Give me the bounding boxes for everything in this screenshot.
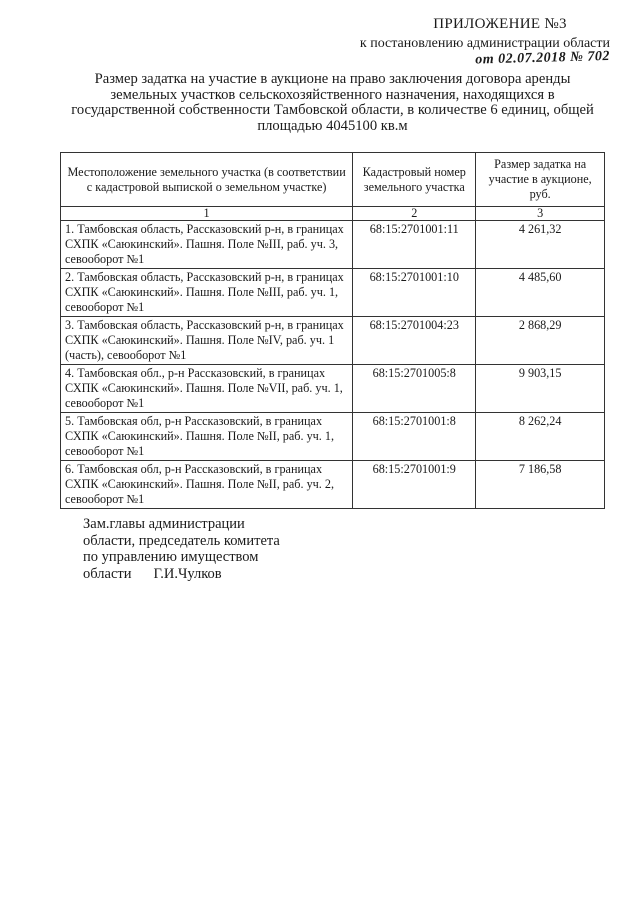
signature-block: [83, 516, 343, 582]
header-location: Местоположение земельного участка (в соответствии с кадастровой выпиской о земельном участке): [61, 153, 353, 207]
table-row: [61, 413, 605, 461]
cadastral-cell: 68:15:2701001:9: [353, 461, 476, 509]
deposit-cell: 4 261,32: [476, 221, 605, 269]
cadastral-cell: 68:15:2701001:10: [353, 269, 476, 317]
signature-position-line: Зам.главы администрации: [83, 516, 245, 532]
column-numbering-row: [61, 207, 605, 221]
deposit-cell: 9 903,15: [476, 365, 605, 413]
table-row: [61, 365, 605, 413]
cadastral-cell: 68:15:2701004:23: [353, 317, 476, 365]
location-cell: 6. Тамбовская обл, р-н Рассказовский, в границах СХПК «Саюкинский». Пашня. Поле №II, раб. уч. 2, севооборот №1: [61, 461, 353, 509]
signature-position-line: области, председатель комитета: [83, 532, 280, 549]
column-number: 1: [61, 207, 353, 221]
cadastral-cell: 68:15:2701001:11: [353, 221, 476, 269]
signature-position-line: области: [83, 565, 132, 582]
table-row: [61, 221, 605, 269]
location-cell: 3. Тамбовская область, Рассказовский р-н, в границах СХПК «Саюкинский». Пашня. Поле №IV, раб. уч. 1 (часть), севооборот №1: [61, 317, 353, 365]
document-title: Размер задатка на участие в аукционе на право заключения договора аренды земельных участков сельскохозяйственного назначения, находящихся в государственной собственности Тамбовской области, в количестве 6 единиц, общей площадью 4045100 кв.м: [71, 71, 594, 134]
deposit-cell: 8 262,24: [476, 413, 605, 461]
deposit-cell: 4 485,60: [476, 269, 605, 317]
table-row: [61, 269, 605, 317]
signature-position-line: по управлению имуществом: [83, 549, 259, 565]
header-deposit: Размер задатка на участие в аукционе, руб.: [476, 153, 605, 207]
location-cell: 5. Тамбовская обл, р-н Рассказовский, в границах СХПК «Саюкинский». Пашня. Поле №II, раб. уч. 1, севооборот №1: [61, 413, 353, 461]
signature-final-line: [83, 566, 343, 583]
table-header-row: [61, 153, 605, 207]
location-cell: 1. Тамбовская область, Рассказовский р-н, в границах СХПК «Саюкинский». Пашня. Поле №III, раб. уч. 3, севооборот №1: [61, 221, 353, 269]
appendix-handwritten-date: от 02.07.2018 № 702: [475, 48, 611, 68]
deposit-table: [60, 152, 605, 509]
signatory-name: Г.И.Чулков: [153, 565, 222, 582]
column-number: 2: [353, 207, 476, 221]
location-cell: 4. Тамбовская обл., р-н Рассказовский, в границах СХПК «Саюкинский». Пашня. Поле №VII, раб. уч. 1, севооборот №1: [61, 365, 353, 413]
cadastral-cell: 68:15:2701005:8: [353, 365, 476, 413]
cadastral-cell: 68:15:2701001:8: [353, 413, 476, 461]
deposit-cell: 7 186,58: [476, 461, 605, 509]
header-cadastral: Кадастровый номер земельного участка: [353, 153, 476, 207]
location-cell: 2. Тамбовская область, Рассказовский р-н, в границах СХПК «Саюкинский». Пашня. Поле №III, раб. уч. 1, севооборот №1: [61, 269, 353, 317]
column-number: 3: [476, 207, 605, 221]
table-row: [61, 461, 605, 509]
appendix-title: ПРИЛОЖЕНИЕ №3: [433, 16, 567, 32]
table-row: [61, 317, 605, 365]
deposit-cell: 2 868,29: [476, 317, 605, 365]
appendix-subtitle: к постановлению администрации области: [359, 36, 610, 51]
